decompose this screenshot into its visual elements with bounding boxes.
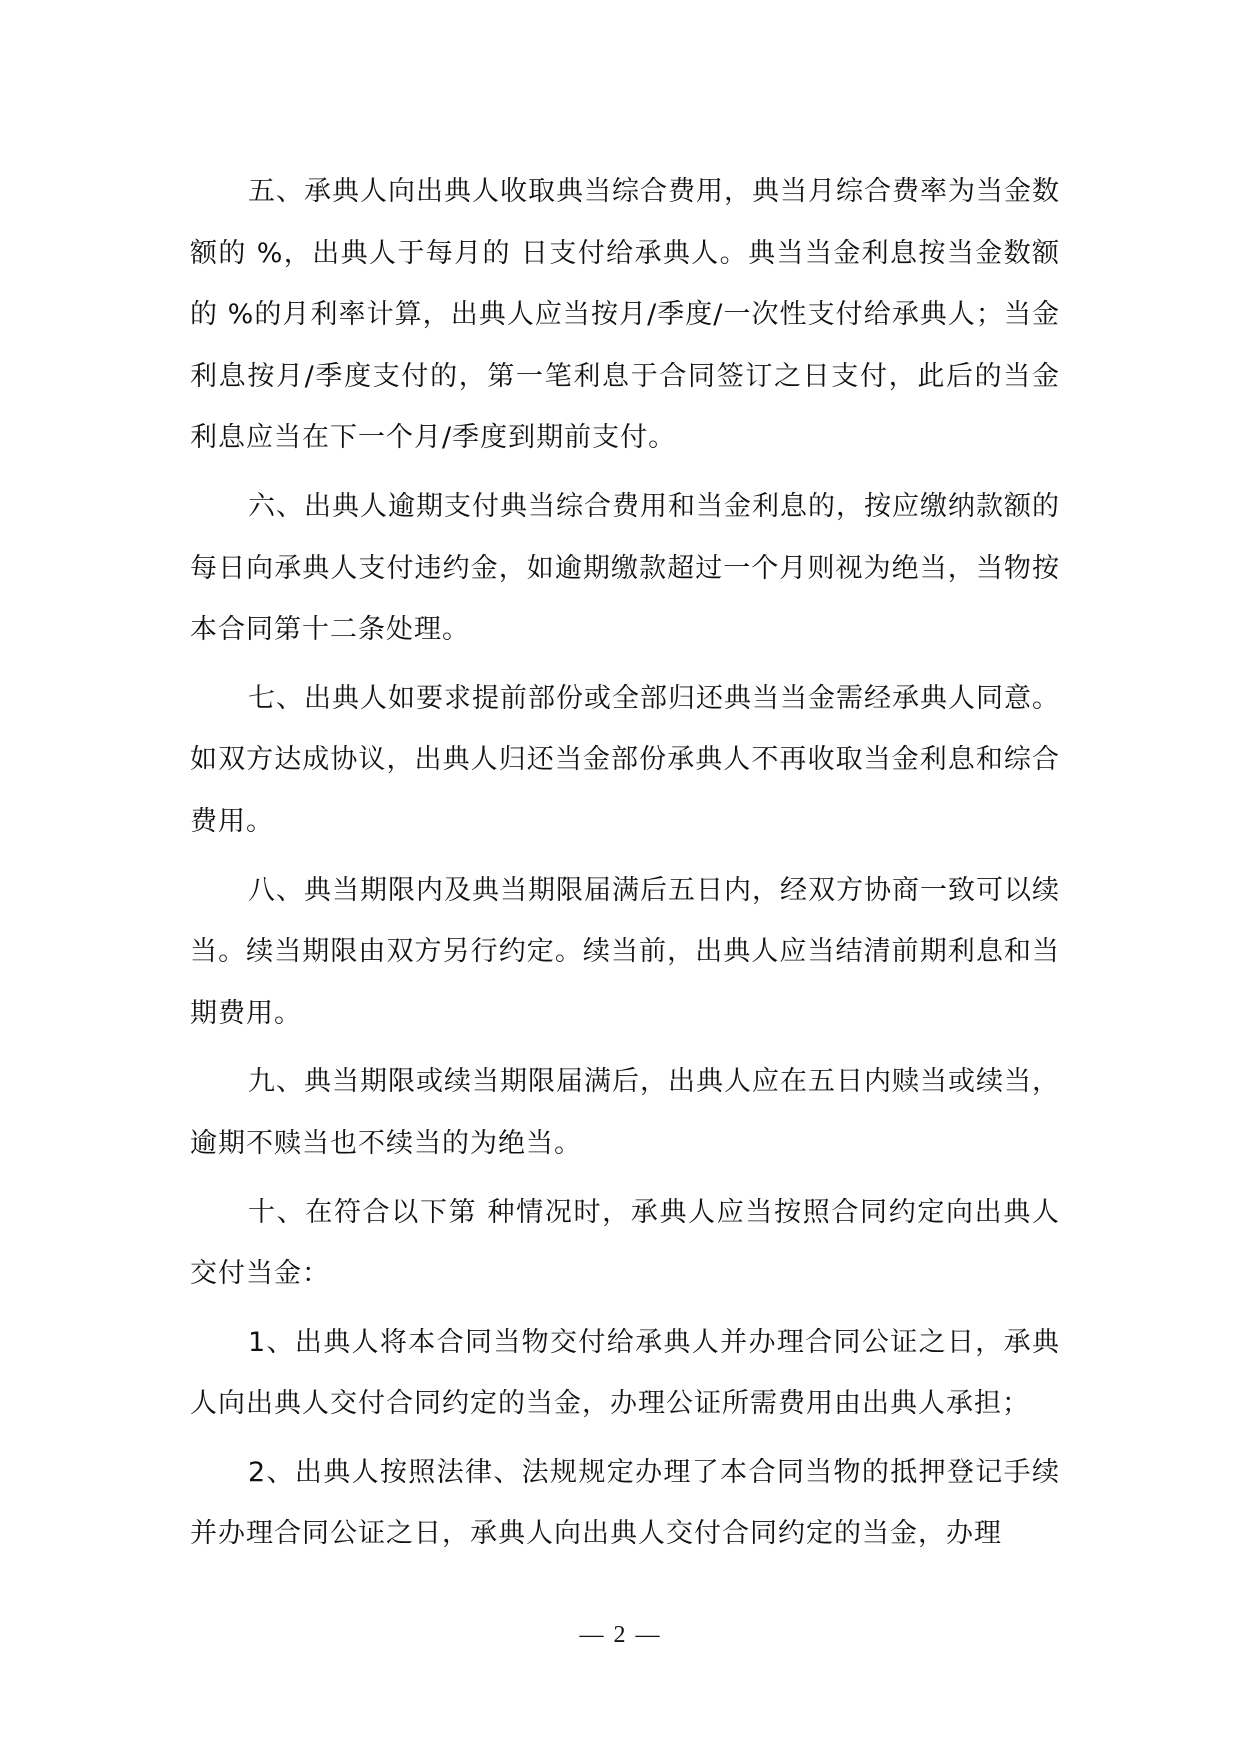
clause-5-paragraph: 五、承典人向出典人收取典当综合费用，典当月综合费率为当金数额的 %，出典人于每月的 日支付给承典人。典当当金利息按当金数额的 %的月利率计算，出典人应当按月/季度/一次性支付给承典人；当金利息按月/季度支付的，第一笔利息于合同签订之日支付，此后的当金利息应当在下一个月/季度到期前支付。 — [190, 176, 1060, 454]
clause-10-paragraph: 十、在符合以下第 种情况时，承典人应当按照合同约定向出典人交付当金： — [190, 1196, 1060, 1290]
clause-6-paragraph: 六、出典人逾期支付典当综合费用和当金利息的，按应缴纳款额的每日向承典人支付违约金，如逾期缴款超过一个月则视为绝当，当物按本合同第十二条处理。 — [190, 490, 1060, 646]
clause-7-paragraph: 七、出典人如要求提前部份或全部归还典当当金需经承典人同意。如双方达成协议，出典人归还当金部份承典人不再收取当金利息和综合费用。 — [190, 682, 1060, 837]
clause-10-item-2: 2、出典人按照法律、法规规定办理了本合同当物的抵押登记手续并办理合同公证之日，承典人向出典人交付合同约定的当金，办理 — [190, 1456, 1060, 1550]
document-body — [190, 161, 1060, 1565]
page-number: — 2 — — [579, 1622, 662, 1648]
clause-10-item-1: 1、出典人将本合同当物交付给承典人并办理合同公证之日，承典人向出典人交付合同约定的当金，办理公证所需费用由出典人承担； — [190, 1326, 1060, 1420]
clause-9-paragraph: 九、典当期限或续当期限届满后，出典人应在五日内赎当或续当，逾期不赎当也不续当的为绝当。 — [190, 1066, 1060, 1159]
clause-8-paragraph: 八、典当期限内及典当期限届满后五日内，经双方协商一致可以续当。续当期限由双方另行约定。续当前，出典人应当结清前期利息和当期费用。 — [190, 874, 1060, 1029]
